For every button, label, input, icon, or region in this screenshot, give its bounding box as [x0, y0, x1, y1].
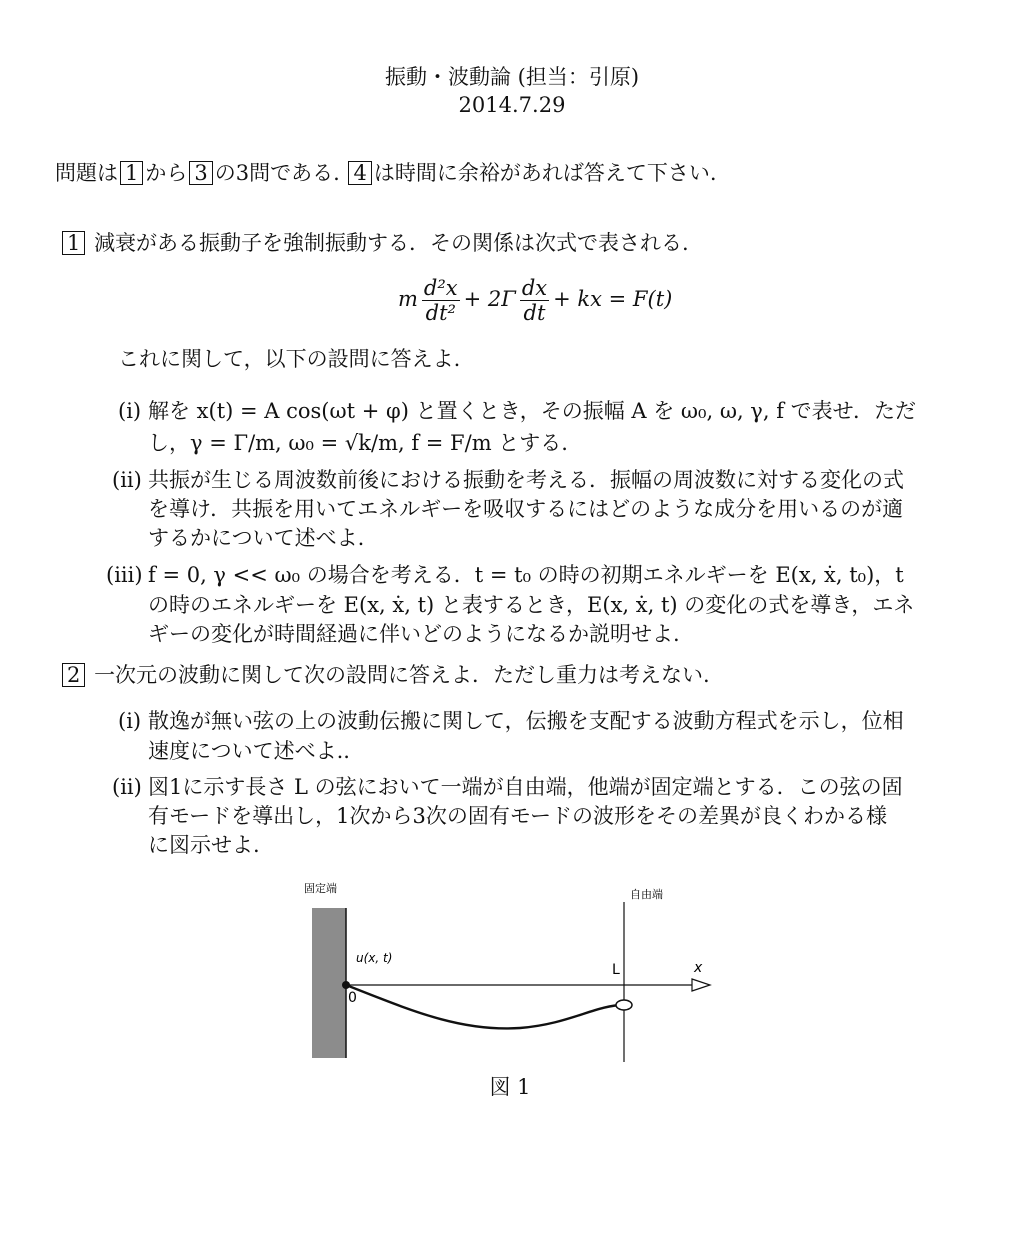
problem1-q1-label: (i) — [118, 399, 142, 423]
problem1-number: 1 — [62, 231, 85, 255]
problem2-number: 2 — [62, 663, 85, 687]
problem2-q2-line2: 有モードを導出し，1次から3次の固有モードの波形をその差異が良くわかる様 — [148, 804, 888, 828]
intro-mid: から — [145, 161, 188, 185]
eq-m: m — [398, 287, 418, 311]
problem2-q2-line1: 図1に示す長さ L の弦において一端が自由端，他端が固定端とする．この弦の固 — [148, 775, 903, 799]
problem1-q2-line3: するかについて述べよ. — [148, 526, 365, 550]
problem1-q2-label: (ii) — [112, 468, 142, 492]
problem1-q3-line2: の時のエネルギーを E(x, ẋ, t) と表するとき，E(x, ẋ, t) の変化の式を導き，エネ — [148, 593, 915, 617]
figure-1 — [290, 870, 740, 1070]
u-label: u(x, t) — [356, 951, 393, 965]
eq-num-2: dx — [521, 276, 548, 300]
axis-label: x — [694, 960, 703, 976]
fixed-end-label: 固定端 — [304, 882, 337, 895]
exam-title: 振動・波動論 (担当：引原) — [384, 65, 640, 89]
fixed-end-point — [342, 981, 350, 989]
problem2-q2-line3: に図示せよ. — [148, 833, 260, 857]
intro-line — [55, 158, 717, 188]
eq-rest: + kx = F(t) — [553, 287, 673, 311]
problem-box-4: 4 — [348, 161, 371, 185]
problem2-statement-line — [60, 660, 710, 690]
eq-frac-2 — [520, 276, 549, 325]
problem1-q1-line2: し，γ = Γ/m, ω₀ = √k/m, f = F/m とする. — [148, 431, 568, 455]
problem2-q1-label: (i) — [118, 709, 142, 733]
problem1-q2-line2: を導け．共振を用いてエネルギーを吸収するにはどのような成分を用いるのが適 — [148, 497, 904, 521]
problem1-equation — [398, 276, 672, 325]
free-end-ring — [616, 1000, 632, 1010]
problem1-q3-label: (iii) — [106, 563, 143, 587]
problem1-statement: 減衰がある振動子を強制振動する．その関係は次式で表される. — [94, 231, 689, 255]
eq-den-2: dt — [523, 301, 546, 325]
eq-num-1: d²x — [423, 276, 458, 300]
problem1-lead: これに関して，以下の設問に答えよ. — [118, 347, 461, 371]
origin-label: 0 — [348, 990, 357, 1006]
problem2-statement: 一次元の波動に関して次の設問に答えよ．ただし重力は考えない. — [94, 663, 710, 687]
fixed-wall — [312, 908, 346, 1058]
exam-date: 2014.7.29 — [458, 93, 566, 117]
problem2-q1-line1: 散逸が無い弦の上の波動伝搬に関して，伝搬を支配する波動方程式を示し，位相 — [148, 709, 904, 733]
problem2-q1-line2: 速度について述べよ.. — [148, 739, 350, 763]
string-shape — [346, 985, 624, 1028]
free-end-label: 自由端 — [630, 888, 663, 901]
problem-box-3: 3 — [189, 161, 212, 185]
problem-box-1: 1 — [120, 161, 143, 185]
figure-caption: 図 1 — [489, 1075, 531, 1099]
eq-plus: + 2Γ — [463, 287, 516, 311]
problem1-q3-line1: f = 0, γ << ω₀ の場合を考える．t = t₀ の時の初期エネルギーを E(x, ẋ, t₀)，t — [148, 563, 904, 587]
problem2-q2-label: (ii) — [112, 775, 142, 799]
x-axis-arrow — [692, 979, 710, 991]
eq-den-1: dt² — [425, 301, 456, 325]
problem1-q2-line1: 共振が生じる周波数前後における振動を考える．振幅の周波数に対する変化の式 — [148, 468, 904, 492]
length-label: L — [612, 962, 620, 978]
eq-frac-1 — [422, 276, 460, 325]
problem1-q3-line3: ギーの変化が時間経過に伴いどのようになるか説明せよ. — [148, 622, 680, 646]
intro-post2: は時間に余裕があれば答えて下さい. — [373, 161, 717, 185]
problem1-statement-line — [60, 228, 689, 258]
intro-post: の3問である. — [214, 161, 340, 185]
problem1-q1-line1: 解を x(t) = A cos(ωt + φ) と置くとき，その振幅 A を ω₀, ω, γ, f で表せ．ただ — [148, 399, 917, 423]
intro-pre: 問題は — [55, 161, 118, 185]
